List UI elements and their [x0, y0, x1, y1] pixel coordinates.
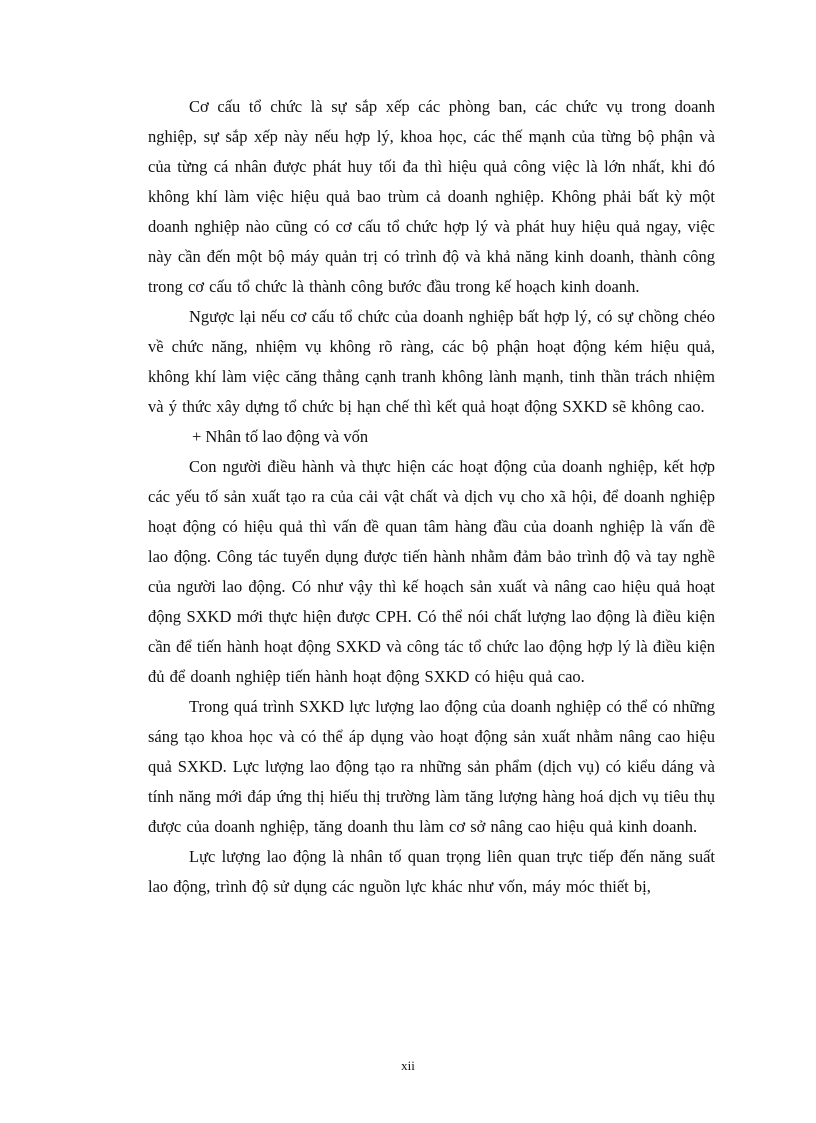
- paragraph-innovation: Trong quá trình SXKD lực lượng lao động của doanh nghiệp có thể có những sáng tạo khoa học và có thể áp dụng vào hoạt động sản xuất nhằm nâng cao hiệu quả SXKD. Lực lượng lao động tạo ra những sản phẩm (dịch vụ) có kiểu dáng và tính năng mới đáp ứng thị hiếu thị trường làm tăng lượng hàng hoá dịch vụ tiêu thụ được của doanh nghiệp, tăng doanh thu làm cơ sở nâng cao hiệu quả kinh doanh.: [148, 697, 715, 836]
- paragraph-labor-force: Lực lượng lao động là nhân tố quan trọng liên quan trực tiếp đến năng suất lao động, trình độ sử dụng các nguồn lực khác như vốn, máy móc thiết bị,: [148, 847, 715, 896]
- document-body: [148, 92, 715, 902]
- paragraph-org-structure: Cơ cấu tổ chức là sự sắp xếp các phòng ban, các chức vụ trong doanh nghiệp, sự sắp xếp này nếu hợp lý, khoa học, các thế mạnh của từng bộ phận và của từng cá nhân được phát huy tối đa thì hiệu quả công việc là lớn nhất, khi đó không khí làm việc hiệu quả bao trùm cả doanh nghiệp. Không phải bất kỳ một doanh nghiệp nào cũng có cơ cấu tổ chức hợp lý và phát huy hiệu quả ngay, việc này cần đến một bộ máy quản trị có trình độ và khả năng kinh doanh, thành công trong cơ cấu tổ chức là thành công bước đầu trong kế hoạch kinh doanh.: [148, 97, 715, 296]
- section-heading-labor-capital: + Nhân tố lao động và vốn: [192, 427, 369, 446]
- paragraph-unreasonable-structure: Ngược lại nếu cơ cấu tổ chức của doanh nghiệp bất hợp lý, có sự chồng chéo về chức năng, nhiệm vụ không rõ ràng, các bộ phận hoạt động kém hiệu quả, không khí làm việc căng thẳng cạnh tranh không lành mạnh, tinh thần trách nhiệm và ý thức xây dựng tổ chức bị hạn chế thì kết quả hoạt động SXKD sẽ không cao.: [148, 307, 715, 416]
- page-number: xii: [401, 1058, 415, 1073]
- paragraph-human-factor: Con người điều hành và thực hiện các hoạt động của doanh nghiệp, kết hợp các yếu tố sản xuất tạo ra của cải vật chất và dịch vụ cho xã hội, để doanh nghiệp hoạt động có hiệu quả thì vấn đề quan tâm hàng đầu của doanh nghiệp là vấn đề lao động. Công tác tuyển dụng được tiến hành nhằm đảm bảo trình độ và tay nghề của người lao động. Có như vậy thì kế hoạch sản xuất và nâng cao hiệu quả hoạt động SXKD mới thực hiện được CPH. Có thể nói chất lượng lao động là điều kiện cần để tiến hành hoạt động SXKD và công tác tổ chức lao động hợp lý là điều kiện đủ để doanh nghiệp tiến hành hoạt động SXKD có hiệu quả cao.: [148, 457, 715, 686]
